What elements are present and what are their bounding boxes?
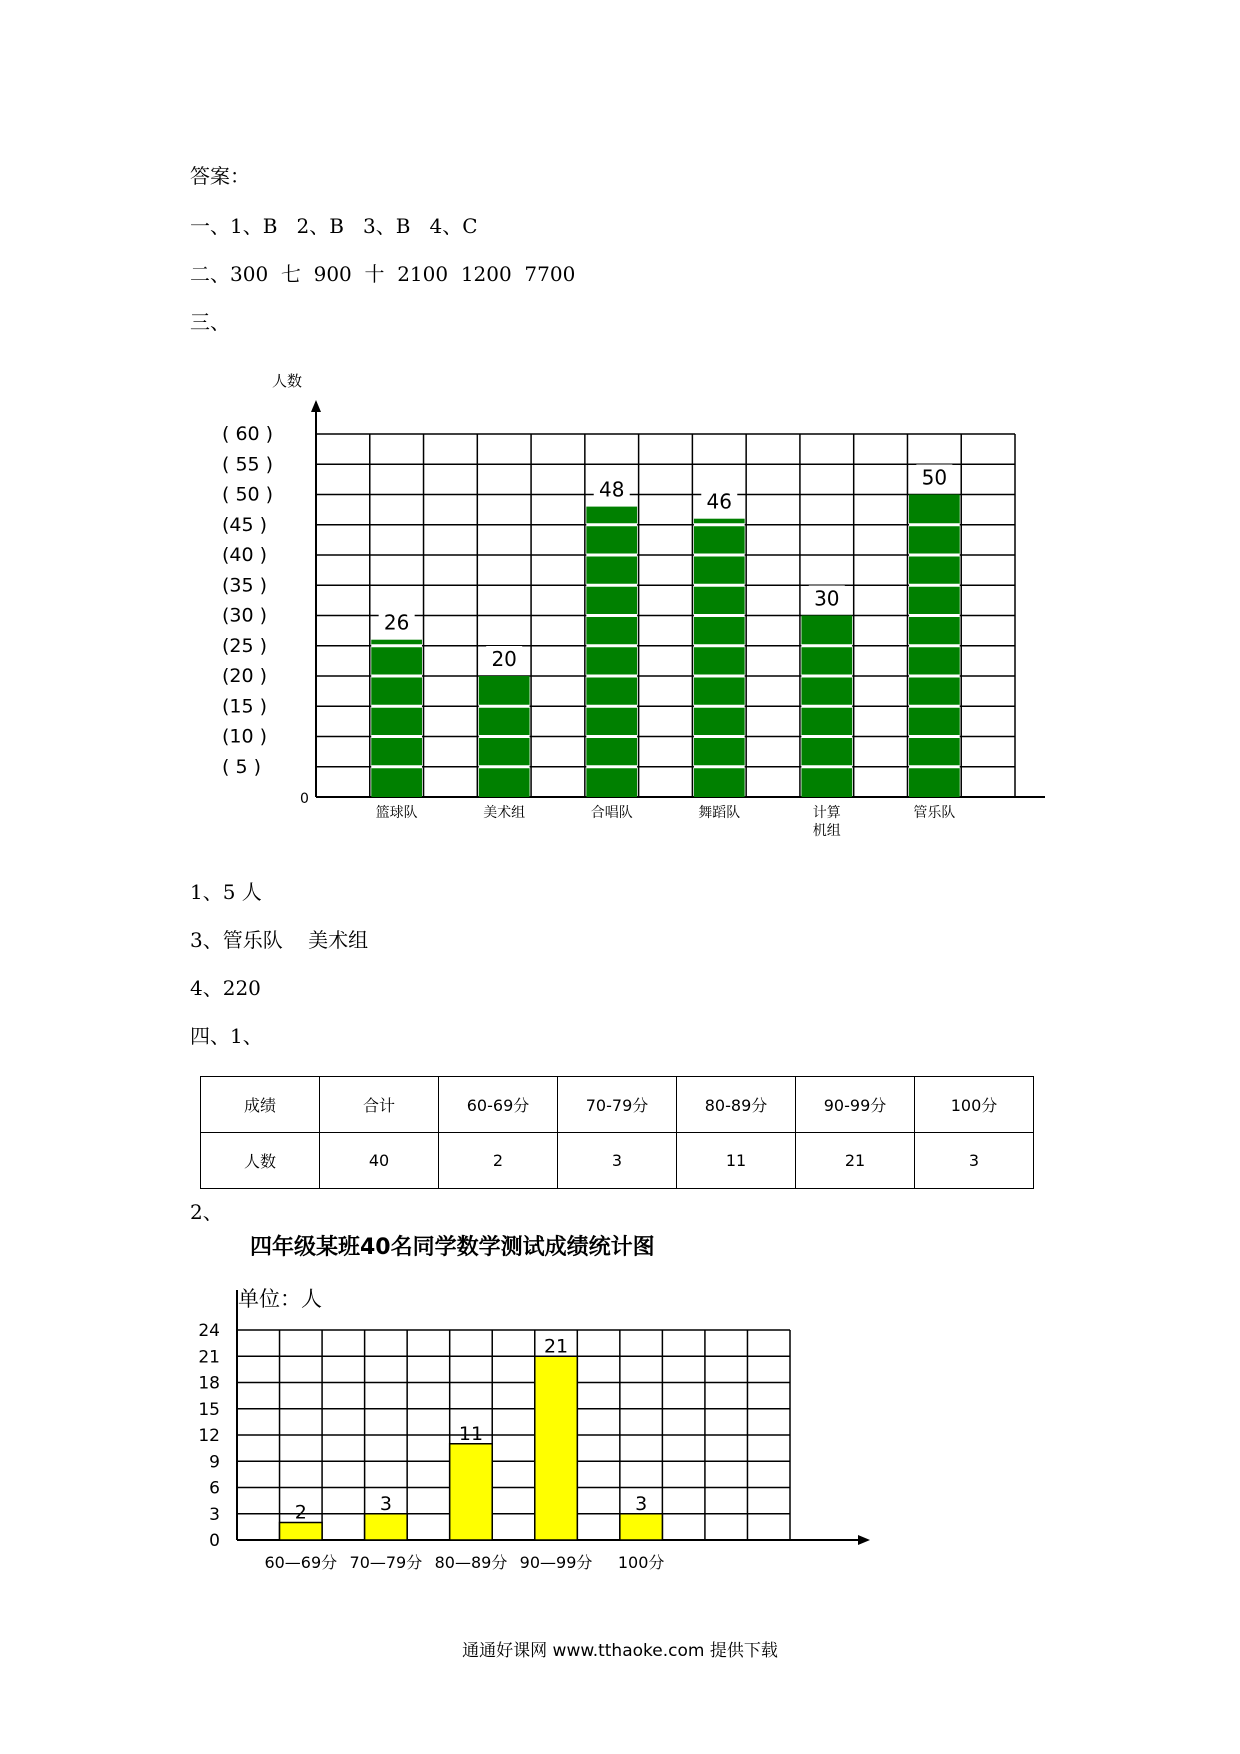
y-tick-label: 18 [198, 1373, 220, 1394]
table-cell: 3 [558, 1133, 677, 1189]
footer-source: 通通好课网 www.tthaoke.com 提供下载 [462, 1641, 778, 1661]
question-1-answer: 1、5 人 [190, 880, 262, 904]
answers-title: 答案： [190, 164, 250, 188]
category-label: 100分 [617, 1553, 665, 1572]
section-4-label: 四、1、 [190, 1024, 263, 1048]
y-tick-label: 24 [198, 1321, 220, 1341]
table-cell: 80-89分 [677, 1077, 796, 1133]
table-cell: 3 [915, 1133, 1034, 1189]
category-label: 计算 [812, 805, 841, 821]
value-label: 3 [379, 1492, 392, 1515]
bar [535, 1356, 578, 1540]
y-tick-label: 6 [209, 1478, 220, 1499]
category-label: 合唱队 [590, 805, 633, 821]
y-tick-label: ( 60 ) [222, 423, 274, 445]
y-axis-label: 人数 [272, 372, 303, 390]
category-label: 舞蹈队 [698, 805, 741, 821]
y-tick-label: (20 ) [222, 665, 268, 687]
table-cell: 合计 [320, 1077, 439, 1133]
category-label: 机组 [812, 823, 841, 839]
y-tick-label: ( 50 ) [222, 483, 274, 506]
table-cell: 40 [320, 1133, 439, 1189]
category-label: 90—99分 [519, 1553, 593, 1572]
y-tick-label: ( 55 ) [222, 453, 274, 476]
value-label: 26 [383, 610, 410, 635]
section-1-answers: 一、1、B 2、B 3、B 4、C [190, 214, 478, 238]
y-tick-label: (30 ) [222, 604, 268, 627]
origin-label: 0 [300, 791, 309, 807]
value-label: 20 [491, 647, 517, 671]
table-cell: 人数 [201, 1133, 320, 1189]
category-label: 篮球队 [375, 805, 418, 821]
y-tick-label: 15 [198, 1399, 220, 1420]
table-cell: 60-69分 [439, 1077, 558, 1133]
table-cell: 21 [796, 1133, 915, 1189]
y-tick-label: 9 [209, 1452, 220, 1473]
y-tick-label: 12 [198, 1426, 220, 1446]
question-3-answer: 3、管乐队 美术组 [190, 928, 369, 952]
question-4-answer: 4、220 [190, 976, 261, 1000]
y-tick-label: (15 ) [222, 695, 268, 718]
y-tick-label: ( 5 ) [222, 755, 261, 778]
table-cell: 2 [439, 1133, 558, 1189]
question-2-label: 2、 [190, 1200, 223, 1224]
y-tick-label: (40 ) [222, 544, 268, 566]
value-label: 3 [635, 1492, 648, 1515]
table-cell: 成绩 [201, 1077, 320, 1133]
bar [620, 1514, 663, 1540]
y-axis-label: 单位：人 [238, 1287, 322, 1311]
table-cell: 11 [677, 1133, 796, 1189]
x-axis-arrow [858, 1535, 870, 1545]
value-label: 2 [294, 1501, 307, 1524]
bar [365, 1514, 408, 1540]
category-label: 美术组 [483, 805, 526, 821]
value-label: 11 [458, 1422, 484, 1445]
y-tick-label: 21 [198, 1347, 220, 1368]
table-cell: 100分 [915, 1077, 1034, 1133]
y-tick-label: 0 [209, 1531, 220, 1551]
category-label: 60—69分 [264, 1553, 338, 1572]
chart-title: 四年级某班40名同学数学测试成绩统计图 [250, 1235, 655, 1260]
y-tick-label: (25 ) [222, 634, 268, 657]
section-3-label: 三、 [190, 310, 230, 334]
value-label: 46 [706, 489, 732, 514]
value-label: 48 [599, 477, 625, 502]
value-label: 50 [921, 465, 948, 490]
value-label: 30 [814, 586, 840, 611]
bar [450, 1444, 493, 1540]
y-tick-label: (10 ) [222, 725, 268, 748]
y-tick-label: (35 ) [222, 574, 268, 597]
category-label: 80—89分 [434, 1553, 508, 1572]
bar [280, 1523, 323, 1541]
y-tick-label: (45 ) [222, 513, 268, 536]
table-cell: 70-79分 [558, 1077, 677, 1133]
category-label: 管乐队 [913, 805, 956, 821]
section-2-answers: 二、300 七 900 十 2100 1200 7700 [190, 262, 576, 286]
category-label: 70—79分 [349, 1553, 423, 1572]
y-tick-label: 3 [209, 1504, 220, 1525]
value-label: 21 [543, 1335, 569, 1358]
table-cell: 90-99分 [796, 1077, 915, 1133]
